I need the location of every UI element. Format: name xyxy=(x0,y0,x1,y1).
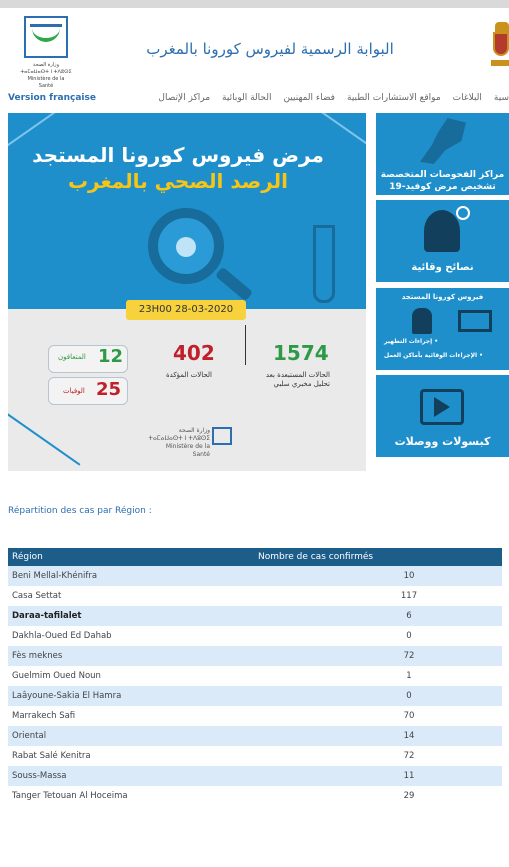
table-body xyxy=(8,566,502,806)
count-cell: 72 xyxy=(403,651,415,661)
head-icon xyxy=(424,210,460,252)
region-cell: Rabat Salé Kenitra xyxy=(12,751,91,761)
office-desk-icon xyxy=(458,310,492,332)
table-row xyxy=(8,686,502,706)
ministry-logo[interactable] xyxy=(20,14,72,89)
region-cell: Souss-Massa xyxy=(12,771,67,781)
count-cell: 0 xyxy=(406,691,412,701)
card-capsules[interactable] xyxy=(376,375,509,457)
deaths-label: الوفيات xyxy=(63,387,85,395)
table-row xyxy=(8,726,502,746)
region-cell: Laâyoune-Sakia El Hamra xyxy=(12,691,122,701)
count-cell: 0 xyxy=(406,631,412,641)
region-cell: Dakhla-Oued Ed Dahab xyxy=(12,631,112,641)
ministry-footer-logo xyxy=(148,425,234,458)
region-cell: Fès meknes xyxy=(12,651,63,661)
nav-item-home[interactable]: سية xyxy=(493,93,509,103)
disinfection-worker-icon xyxy=(412,308,432,334)
logo-caption-fr: Ministère de la Santé xyxy=(27,76,65,89)
card-procedures[interactable] xyxy=(376,288,509,370)
nav-item-professionals[interactable]: فضاء المهنيين xyxy=(283,93,335,103)
french-version-link[interactable]: Version française xyxy=(8,93,96,103)
confirmed-count: 402 xyxy=(173,341,215,365)
table-row xyxy=(8,586,502,606)
count-cell: 117 xyxy=(400,591,418,601)
table-row xyxy=(8,786,502,806)
region-section-title: Répartition des cas par Région : xyxy=(8,506,152,516)
confirmed-label: الحالات المؤكدة xyxy=(166,371,212,379)
column-header-region: Région xyxy=(12,552,43,562)
table-row xyxy=(8,706,502,726)
card-prevention-tips[interactable] xyxy=(376,200,509,282)
morocco-map-icon xyxy=(420,118,466,164)
card-procedures-item-disinfection[interactable]: • إجراءات التطهير xyxy=(384,338,439,345)
region-cell: Tanger Tetouan Al Hoceima xyxy=(12,791,128,801)
table-row xyxy=(8,746,502,766)
nav-item-announcements[interactable]: البلاغات xyxy=(452,93,482,103)
region-cell: Marrakech Safi xyxy=(12,711,76,721)
table-row xyxy=(8,606,502,626)
report-date: 23H00 28-03-2020 xyxy=(126,300,246,320)
region-cell: Daraa-tafilalet xyxy=(12,611,82,621)
table-row xyxy=(8,626,502,646)
royal-emblem-icon xyxy=(491,22,509,72)
logo-caption-ar: وزارة الصحة xyxy=(33,62,59,68)
recovered-label: المتعافون xyxy=(58,353,86,361)
portal-title: البوابة الرسمية لفيروس كورونا بالمغرب xyxy=(146,40,394,58)
table-row xyxy=(8,646,502,666)
nav-item-epidemic-status[interactable]: الحالة الوبائية xyxy=(222,93,272,103)
ministry-footer-text: وزارة الصحة ⵜⴰⵎⴰⵡⴰⵙⵜ ⵏ ⵜⴷⵓⵙⵉ Ministère de la Santé xyxy=(148,427,210,458)
deaths-count: 25 xyxy=(96,379,122,400)
card-capsules-label: كبسولات ووصلات xyxy=(394,435,491,448)
region-cell: Oriental xyxy=(12,731,47,741)
ministry-footer-icon xyxy=(212,427,232,445)
card-testing-centers-label: مراكز الفحوصات المتخصصة تشخيص مرض كوفيد-19 xyxy=(380,170,505,192)
count-cell: 72 xyxy=(403,751,415,761)
card-procedures-item-workplace[interactable]: • الإجراءات الوقائية بأماكن العمل xyxy=(384,352,484,359)
table-row xyxy=(8,666,502,686)
region-cases-table xyxy=(8,548,502,806)
main-nav xyxy=(158,93,509,103)
lightbulb-icon xyxy=(456,206,470,220)
covid-status-banner[interactable] xyxy=(8,113,366,471)
logo-bar xyxy=(30,24,62,27)
count-cell: 14 xyxy=(403,731,415,741)
table-row xyxy=(8,566,502,586)
excluded-count: 1574 xyxy=(273,341,329,365)
recovered-count: 12 xyxy=(98,346,124,367)
banner-title: مرض فيروس كورونا المستجد xyxy=(32,143,324,167)
top-strip xyxy=(0,0,509,8)
count-cell: 70 xyxy=(403,711,415,721)
card-procedures-title: فيروس كورونا المستجد xyxy=(401,293,484,301)
test-tube-icon xyxy=(313,225,335,303)
region-cell: Guelmim Oued Noun xyxy=(12,671,101,681)
banner-subtitle: الرصد الصحي بالمغرب xyxy=(67,169,289,193)
count-cell: 10 xyxy=(403,571,415,581)
nav-item-medical-sites[interactable]: مواقع الاستشارات الطبية xyxy=(347,93,441,103)
count-cell: 11 xyxy=(403,771,415,781)
table-row xyxy=(8,766,502,786)
virus-icon xyxy=(176,237,196,257)
stats-divider xyxy=(245,325,246,365)
card-prevention-tips-label: نصائح وقائية xyxy=(411,262,474,273)
logo-caption-tz: ⵜⴰⵎⴰⵡⴰⵙⵜ ⵏ ⵜⴷⵓⵙⵉ xyxy=(20,69,72,75)
magnifier-handle xyxy=(215,267,253,302)
count-cell: 1 xyxy=(406,671,412,681)
region-cell: Casa Settat xyxy=(12,591,62,601)
count-cell: 6 xyxy=(406,611,412,621)
table-header xyxy=(8,548,502,566)
count-cell: 29 xyxy=(403,791,415,801)
nav-item-call-centers[interactable]: مراكز الإتصال xyxy=(158,93,211,103)
region-cell: Beni Mellal-Khénifra xyxy=(12,571,98,581)
card-testing-centers[interactable] xyxy=(376,113,509,195)
logo-caption xyxy=(20,62,72,90)
column-header-count: Nombre de cas confirmés xyxy=(258,552,374,562)
excluded-label: الحالات المستبعدة بعد تحليل مخبري سلبي xyxy=(265,371,330,388)
play-icon xyxy=(434,397,450,417)
